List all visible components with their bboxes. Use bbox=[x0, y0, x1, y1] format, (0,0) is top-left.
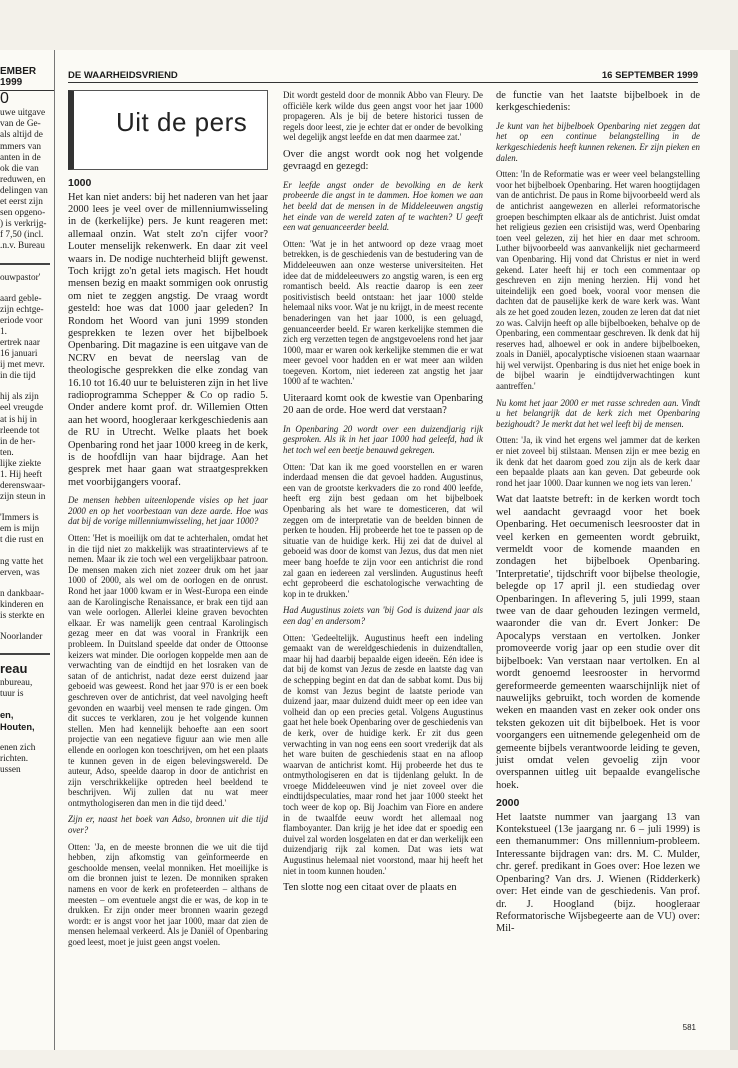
interview-answer: Otten: 'Wat je in het antwoord op deze vraag moet betrekken, is de geschiedenis van de bestudering van de Middeleeuwen aan onze westerse universiteiten. Het idee dat de middeleeuwers zo angstig waren, is een erg romantisch beeld. Als reactie daarop is een zeer positivistisch beeld ontstaan: het jaar 1000 stelde helemaal niks voor. Wat je nu krijgt, in de meest recente benaderingen van het jaar 1000, is een geluagd, genuanceerder beeld. Er waren kerkelijke stemmen die zich erg verzetten tegen de angstgevoelens rond het jaar 1000, maar er waren ook kerkelijke stemmen die er wat meer gevoel voor hadden en er wat meer aan wilden toegeven. Kortom, niet iedereen zat angstig het jaar 1000 af te wachten.' bbox=[283, 238, 483, 387]
prev-text-line: 1. bbox=[0, 326, 7, 337]
interview-question: Had Augustinus zoiets van 'bij God is duizend jaar als een dag' en andersom? bbox=[283, 605, 483, 626]
prev-text-line: ij met mevr. bbox=[0, 360, 45, 371]
interview-question: In Openbaring 20 wordt over een duizendjarig rijk gesproken. Als ik in het jaar 1000 had geleefd, had ik het toch wel een beetje benauwd gekregen. bbox=[283, 423, 483, 456]
prev-lines-f bbox=[0, 557, 54, 579]
section-heading-2000: 2000 bbox=[496, 797, 520, 810]
prev-text-line: n dankbaar- bbox=[0, 588, 44, 599]
prev-text-line: derenswaar- bbox=[0, 481, 46, 492]
body-paragraph: Het laatste nummer van jaargang 13 van Kontekstueel (13e jaargang nr. 6 – juli 1999) is een themanummer: Ons millennium-probleem. Interessante bijdragen van: drs. M. C. Mulder, chr. geref. predikant in Goes over: Hoe lezen we Openbaring? Van drs. J. Wienen (Ridderkerk) over: Het einde van de geschiedenis. Van prof. dr. J. Hoogland (bijz. hoogleraar Reformatorische Wijsbegeerte aan de VU) over: Mil- bbox=[496, 811, 700, 935]
prev-text-line: zijn steun in bbox=[0, 492, 46, 503]
interview-answer: Otten: 'Ja, en de meeste bronnen die we uit die tijd hebben, zijn afkomstig van geïnformeerde en geschoolde mensen, veelal monniken. Het moeilijke is om die bronnen juist te lezen. De monniken spraken namens en voor de kerk en profeteerden – althans de meesten – om eventuele angst die er was, de kop in te drukken. Er zijn onder meer bronnen waarin gezegd wordt: er is angst voor het jaar 1000, maar dat zien de mensen helemaal verkeerd. Als je Daniël of Openbaring goed leest, moet je juist geen angst voelen. bbox=[68, 841, 268, 947]
prev-text-line: tuur is bbox=[0, 689, 24, 700]
prev-text-line: et eerst zijn bbox=[0, 197, 43, 208]
article-title: Uit de pers bbox=[116, 107, 248, 137]
prev-text-line: Houten, bbox=[0, 721, 35, 732]
interview-question: Zijn er, naast het boek van Adso, bronnen uit die tijd over? bbox=[68, 814, 268, 836]
prev-text-line: em is mijn bbox=[0, 524, 40, 535]
prev-text-line: en, bbox=[0, 710, 14, 721]
prev-divider-2 bbox=[0, 653, 50, 655]
prev-text-line: reduwen, en bbox=[0, 174, 46, 185]
prev-text-line: f 7,50 (incl. bbox=[0, 230, 44, 241]
prev-text-line: van de Ge- bbox=[0, 119, 41, 130]
prev-text-line: eel vreugde bbox=[0, 403, 44, 414]
prev-text-line: at is hij in bbox=[0, 414, 37, 425]
prev-text-line: kinderen en bbox=[0, 599, 44, 610]
prev-text-line: eriode voor bbox=[0, 315, 43, 326]
prev-text-line: ) is verkrijg- bbox=[0, 219, 47, 230]
body-paragraph: Uiteraard komt ook de kwestie van Openbaring 20 aan de orde. Hoe werd dat verstaan? bbox=[283, 393, 483, 417]
prev-running-head: EMBER 1999 bbox=[0, 66, 54, 91]
prev-text-line: Noorlander bbox=[0, 632, 43, 643]
prev-lines-g bbox=[0, 589, 54, 622]
prev-text-line: in de her- bbox=[0, 436, 36, 447]
prev-text-line: ng vatte het bbox=[0, 556, 44, 567]
prev-heading-fragment: 0 bbox=[0, 90, 9, 108]
interview-answer: Dit wordt gesteld door de monnik Abbo van Fleury. De officiële kerk wilde dus geen angst voor het jaar 1000 propageren. Als je bij de betere historici tussen de regels door leest, zie je echter dat er onder de bevolking wel degelijk angst leefde en dat men daarmee zat.' bbox=[283, 90, 483, 143]
prev-text-line: uwe uitgave bbox=[0, 108, 46, 119]
prev-text-line: ten. bbox=[0, 447, 14, 458]
prev-lines-d bbox=[0, 392, 54, 503]
prev-text-line: erven, was bbox=[0, 567, 40, 578]
body-paragraph: Ten slotte nog een citaat over de plaats en bbox=[283, 882, 457, 894]
interview-answer: Otten: 'In de Reformatie was er weer veel belangstelling voor het bijbelboek Openbaring. Het waren hoogtijdagen van de antichrist. De paus in Rome bijvoorbeeld werd als de antichrist aangewezen en allerlei reformatorische groepen beschimpten elkaar als de antichrist. Juist omdat het religieus gezien een crisistijd was, werd Openbaring toen veel gelezen, zij het hier en daar met schroom. Luther bijvoorbeeld was aanvankelijk niet gecharmeerd van Openbaring. Hij vond dat Christus er niet in werd gekend. Later heeft hij er toch een commentaar op geschreven en zijn mening herzien. Hij vond het uiteindelijk een goed boek, vooral voor mensen die dachten dat de pauselijke kerk de ware kerk was. Want als ze het goed zouden lezen, zouden ze leren dat dat niet zo was. Calvijn heeft op alle bijbelboeken, behalve op de Openbaring, een commentaar geschreven. Ik denk dat hij reserves had, alhoewel er ook in andere bijbelboeken, zoals in Daniël, apocalyptische visioenen staan waarnaar hij wel verwijst. Openbaring is dus niet het enige boek in de bijbel waarin je eindtijdverwachtingen kunt aantreffen.' bbox=[496, 169, 700, 392]
prev-text-line: zijn echtge- bbox=[0, 304, 44, 315]
article-column-1 bbox=[68, 90, 268, 954]
prev-text-line: hij als zijn bbox=[0, 392, 39, 403]
newspaper-page bbox=[0, 50, 730, 1050]
publication-name: DE WAARHEIDSVRIEND bbox=[68, 70, 178, 81]
prev-text-line: als altijd de bbox=[0, 130, 43, 141]
interview-answer: Otten: 'Gedeeltelijk. Augustinus heeft een indeling gemaakt van de wereldgeschiedenis in duizendtallen, maar hij had daarbij bepaalde eigen ideeën. Eén idee is dat bij de komst van Jezus de zesde en laatste dag van de schepping begint en dat dan de sabbat komt. Dus bij de komst van Jezus begint de laatste periode van duizend jaar, maar duizend duidt meer op een idee van volheid dan op een precies getal. Volgens Augustinus gaat het hele boek Openbaring over de geschiedenis van de kerk, over de huidige kerk. Er zit dus geen verwachting in van nog eens een soort vrederijk dat als het ware buiten de geschiedenis staat en na afloop waarvan de antichrist komt. Hij probeerde het dus te ontmythologiseren en dat is tijdenlang gelukt. In de vroege Middeleeuwen vind je niet zoveel over die eindtijdspeculaties, maar rond het jaar 1000 steekt het toch weer de kop op. Bij Joachim van Fiore en andere in de twaalfde eeuw wordt het allemaal nog flamboyanter. Dan krijg je het idee dat er spoedig een duivel zal worden losgelaten en dat er dan werkelijk een duizendjarig rijk zal komen. Dat was iets wat Augustinus helemaal niet voorstond, maar hij heeft het niet in toom kunnen houden.' bbox=[283, 632, 483, 876]
prev-lines-c bbox=[0, 294, 54, 383]
prev-text-line: 16 januari bbox=[0, 349, 38, 360]
section-heading-1000: 1000 bbox=[68, 177, 92, 189]
interview-answer: Otten: 'Het is moeilijk om dat te achterhalen, omdat het in die tijd niet zo makkelijk was straatinterviews af te nemen. Maar ik zie toch wel een vergelijkbaar patroon. De mensen maken zich niet zozeer druk om het jaar 1000 of 2000, als wel om de oorlogen en de onrust. Rond het jaar 1000 kwam er in West-Europa een einde aan de Karolingische Renaissance, er brak een tijd aan van wele oorlogen. Allerlei kleine graven bevochten elkaar. Er was namelijk geen centraal Karolingisch gezag meer en dat was vooral in Frankrijk een probleem. In Duitsland speelde dat onder de Ottoonse keizers wat minder. Die oorlogen koppelde men aan de verwachting van de eindtijd en het losraken van de satan of de antichrist, nadat deze eerst duizend jaar geboeid was geweest. Rond het jaar 970 is er een boek geschreven over de antichrist, dat veel navolging heeft gevonden en waarbij veel mensen te rade gingen. Om dit succes te verklaren, zou je het volgende kunnen stellen. Men had kennelijk behoefte aan een soort projectie van een negatieve figuur aan wie men alle ellende en oorlogen kon toeschrijven, om het een plaats te kunnen geven in de eigen belevingswereld. De auteur, Adso, speelde daarop in door de antichrist en zijn verschrikkelijke optreden heel beeldend te beschrijven. Wij zullen dat nu wat meer ontmythologiseren dan men in die tijd deed.' bbox=[68, 533, 268, 808]
article-column-2 bbox=[283, 90, 483, 901]
interview-question: Je kunt van het bijbelboek Openbaring niet zeggen dat het op een continue belangstelling in de kerkgeschiedenis heeft kunnen rekenen. Er zijn pieken en dalen. bbox=[496, 120, 700, 163]
prev-lines-b bbox=[0, 273, 54, 284]
prev-text-line: lijke ziekte bbox=[0, 458, 42, 469]
interview-answer: Otten: 'Dat kan ik me goed voorstellen en er waren inderdaad mensen die dat gevoel hadden. Augustinus, een van de grootste kerkvaders die zo rond 400 leefde, heeft erg zijn best gedaan om het bijbelboek Openbaring als het ware te domesticeren, dat wil zeggen om de interpretatie van de beelden binnen de perken te houden. Hij probeerde het toe te passen op de situatie van de huidige kerk. Hij zei dat de duivel al geboeid was door de komst van Jezus, dus dat men niet meer bang hoefde te zijn voor een antichrist die rond zal gaan en iedereen zal verslinden. Augustinus heeft echt geprobeerd die eschatologische verwachting de kop in te drukken.' bbox=[283, 461, 483, 599]
prev-text-line: ok die van bbox=[0, 163, 39, 174]
prev-text-line: ussen bbox=[0, 764, 21, 775]
prev-text-line: 1. Hij heeft bbox=[0, 470, 43, 480]
intro-paragraph: Het kan niet anders: bij het naderen van het jaar 2000 lees je veel over de millenniumwisseling in de (kerkelijke) pers. Je kunt reageren met: allemaal onzin. Wat stelt zo'n cijfer voor? Louter menselijk rekenwerk. En daar zit veel waars in. De nodige nuchterheid blijft gewenst. Toch krijgt zo'n getal iets magisch. Het houdt mensen bezig en maakt sommigen ook onrustig om niet te zeggen angstig. De vraag wordt gesteld: hoe was dat 1000 jaar geleden? In Rondom het Woord van juni 1999 stonden gesprekken te lezen over het bijbelboek Openbaring. Dit magazine is een uitgave van de NCRV en bevat de neerslag van de theologische gesprekken die elke zondag van 16.10 tot 16.40 uur te beluisteren zijn in het live radioprogramma Schepper & Co op radio 5. Onder andere komt prof. dr. Willemien Otten aan het woord, hoogleraar kerkgeschiedenis aan de RU in Utrecht. Welke plaats het boek Openbaring rond het jaar 1000 kreeg in de kerk, is de hoofdlijn van haar bijdrage. Aan het gesprek met haar gaan wat straatgesprekken met voorbijgangers vooraf. bbox=[68, 191, 268, 488]
interview-answer: Otten: 'Ja, ik vind het ergens wel jammer dat de kerken er niet zoveel bij stilstaan. Mensen zijn er mee bezig en ik denk dat het daarom goed zou zijn als de kerk daar een bepaalde plaats aan kan geven. Dat gebeurde ook rond het jaar 1000. Daar kunnen we nog iets van leren.' bbox=[496, 435, 700, 488]
interview-question: Nu komt het jaar 2000 er met rasse schreden aan. Vindt u het belangrijk dat de kerk zich met Openbaring bezighoudt? Je merkt dat het wel leeft bij de mensen. bbox=[496, 397, 700, 429]
running-head bbox=[68, 68, 698, 83]
prev-text-line: delingen van bbox=[0, 185, 48, 196]
page-edge-shadow bbox=[730, 50, 738, 1050]
prev-lines-k bbox=[0, 743, 54, 776]
prev-text-line: t die rust en bbox=[0, 535, 44, 546]
body-paragraph: Over die angst wordt ook nog het volgende gevraagd en gezegd: bbox=[283, 148, 483, 173]
prev-text-line: rleende tot bbox=[0, 425, 40, 436]
body-paragraph: de functie van het laatste bijbelboek in de kerkgeschiedenis: bbox=[496, 90, 700, 114]
prev-text-line: ouwpastor' bbox=[0, 272, 41, 283]
interview-question: De mensen hebben uiteenlopende visies op het jaar 2000 en op het voorbestaan van deze aarde. Hoe was dat bij de vorige millenniumwisseling, het jaar 1000? bbox=[68, 495, 268, 527]
previous-page-column bbox=[0, 50, 55, 1050]
interview-question: Er leefde angst onder de bevolking en de kerk probeerde die angst in te dammen. Hoe komen we aan het beeld dat de mensen in de Middeleeuwen angstig het einde van de wereld zaten af te wachten? U geeft een wat genuanceerder beeld. bbox=[283, 179, 483, 233]
prev-text-line: in die tijd bbox=[0, 371, 36, 382]
prev-text-line: mmers van bbox=[0, 141, 42, 152]
prev-text-line: enen zich bbox=[0, 742, 36, 753]
issue-date: 16 SEPTEMBER 1999 bbox=[601, 70, 698, 81]
article-column-3 bbox=[496, 90, 700, 942]
prev-text-line: ertrek naar bbox=[0, 337, 40, 348]
prev-text-line: sen opgeno- bbox=[0, 208, 46, 219]
prev-section-title: reau bbox=[0, 661, 28, 677]
prev-divider bbox=[0, 263, 50, 265]
prev-lines-i bbox=[0, 678, 54, 700]
prev-text-line: 'Immers is bbox=[0, 513, 39, 524]
prev-lines-h bbox=[0, 632, 54, 643]
prev-text-line: richten. bbox=[0, 753, 29, 764]
prev-text-line: nbureau, bbox=[0, 678, 33, 689]
prev-text-line: aard geble- bbox=[0, 293, 42, 304]
prev-lines-j bbox=[0, 710, 54, 732]
article-title-box bbox=[68, 90, 268, 170]
prev-text-line: .n.v. Bureau bbox=[0, 241, 45, 252]
prev-lines-a bbox=[0, 108, 54, 252]
prev-text-line: anten in de bbox=[0, 152, 41, 163]
page-number: 581 bbox=[682, 1023, 696, 1032]
prev-text-line: is sterkte en bbox=[0, 610, 45, 621]
prev-lines-e bbox=[0, 513, 54, 546]
body-paragraph: Wat dat laatste betreft: in de kerken wordt toch wel aandacht gevraagd voor het boek Openbaring. Het oecumenisch leesrooster dat in veel kerken en gemeenten wordt gebruikt, vermeldt voor de komende maanden en zondagen het bijbelboek Openbaring. 'Interpretatie', tijdschrift voor bijbelse theologie, belegde op 17 april jl. een studiedag over Openbaringen. In aflevering 5, juli 1999, staan twee van de daar gehouden lezingen vermeld, waaronder die van dr. Evert Jonker: De Apocalyps verstaan en vertolken. Jonker promoveerde vorig jaar op een studie over dit bijbelboek: Van verstaan naar vertolken. En al wordt genoemd leesrooster in hervormd gereformeerde gemeenten waarschijnlijk niet of nauwelijks gebruikt, toch worden de komende weken en maanden vast en zeker ook onder ons teksten gekozen uit dit bijbelboek. Het is voor voorgangers een uitnemende gelegenheid om de gemeente bijbels verantwoorde leiding te geven, juist omdat velen gevoelig zijn voor overspannen uitleg uit bepaalde evangelische hoek. bbox=[496, 494, 700, 791]
